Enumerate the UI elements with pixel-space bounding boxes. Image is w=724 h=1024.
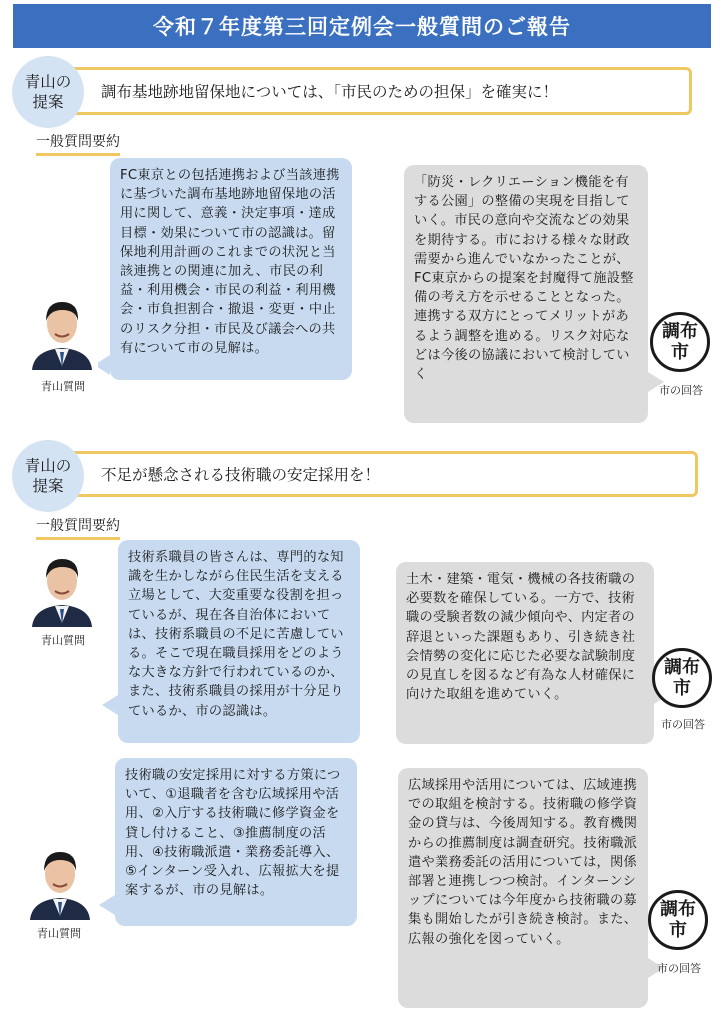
topic-box-2 <box>54 451 698 497</box>
city-stamp-line1: 調布 <box>660 899 696 920</box>
question-text-2: 技術系職員の皆さんは、専門的な知識を生かしながら住民生活を支える立場として、大変重要な役割を担っているが、現在各自治体においては、技術系職員の不足に苦慮している。そこで現在職員採用をどのような大きな方針で行われているのか、また、技術系職員の採用が十分足りているか、市の認識は。 <box>128 550 344 719</box>
avatar <box>26 288 98 370</box>
answer-text-3: 広域採用や活用については、広域連携での取組を検討する。技術職の修学資金の貸与は、今後周知する。教育機関からの推薦制度は調査研究。技術職派遣や業務委託の活用については，関係部署と連携しつつ検討。インターンシップについては今年度から技術職の募集も開始したが引き続き検討。また、広報の強化を図っていく。 <box>408 778 638 947</box>
avatar <box>24 838 96 920</box>
city-stamp-3 <box>648 890 708 950</box>
asker-caption-2: 青山質問 <box>41 634 85 647</box>
question-bubble-tail <box>102 695 118 715</box>
summary-label-1: 一般質問要約 <box>36 131 120 156</box>
question-text-3: 技術職の安定採用に対する方策について、①退職者を含む広域採用や活用、②入庁する技術職に修学資金を貸し付けること、③推薦制度の活用、④技術職派遣・業務委託導入、⑤インターン受入れ、広報拡大を提案するが、市の見解は。 <box>125 768 341 899</box>
city-stamp-2 <box>652 648 712 708</box>
responder-caption-2: 市の回答 <box>661 718 705 731</box>
city-stamp-line2: 市 <box>669 920 687 941</box>
city-stamp-line2: 市 <box>673 678 691 699</box>
question-text-1: FC東京との包括連携および当該連携に基づいた調布基地跡地留保地の活用に関して、意義・決定事項・達成目標・効果について市の認識は。留保地利用計画のこれまでの状況と当該連携との関連に加え、市民の利益・利用機会・市民の利益・利用機会・市負担割合・撤退・変更・中止のリスク分担・市民及び議会への共有について市の見解は。 <box>120 168 340 356</box>
asker-caption-3: 青山質問 <box>37 927 81 940</box>
topic-text-1: 調布基地跡地留保地については、「市民のための担保」を確実に！ <box>101 83 558 101</box>
responder-caption-1: 市の回答 <box>659 384 703 397</box>
asker-caption-1: 青山質問 <box>41 380 85 393</box>
summary-label-2: 一般質問要約 <box>36 515 120 540</box>
person-photo-icon <box>26 288 98 370</box>
person-photo-icon <box>24 838 96 920</box>
avatar <box>26 545 98 627</box>
question-bubble-1 <box>110 158 352 380</box>
proposal-circle-2 <box>12 440 84 512</box>
topic-text-2: 不足が懸念される技術職の安定採用を！ <box>101 466 381 484</box>
responder-caption-3: 市の回答 <box>657 962 701 975</box>
city-stamp-line1: 調布 <box>664 657 700 678</box>
answer-bubble-3 <box>398 768 648 1008</box>
city-stamp-line1: 調布 <box>662 321 698 342</box>
topic-box-1 <box>54 67 692 115</box>
answer-text-2: 土木・建築・電気・機械の各技術職の必要数を確保している。一方で、技術職の受験者数の減少傾向や、内定者の辞退といった課題もあり、引き続き社会情勢の変化に応じた必要な試験制度の見直しを図るなど有為な人材確保に向けた取組を進めていく。 <box>406 572 636 703</box>
proposal-circle-line1: 青山の <box>24 73 72 91</box>
city-stamp-line2: 市 <box>671 342 689 363</box>
city-stamp-1 <box>650 312 710 372</box>
question-bubble-tail <box>99 895 115 915</box>
person-photo-icon <box>26 545 98 627</box>
page-title: 令和７年度第三回定例会一般質問のご報告 <box>153 15 571 39</box>
answer-text-1: 「防災・レクリエーション機能を有する公園」の整備の実現を目指していく。市民の意向や交流などの効果を期待する。市における様々な財政需要から進んでいなかったことが、FC東京からの提案を封魔得て施設整備の考え方を示せることとなった。連携する双方にとってメリットがあるよう調整を進める。リスク対応などは今後の協議において検討していく <box>414 175 634 383</box>
question-bubble-2 <box>118 540 360 743</box>
question-bubble-3 <box>115 758 357 926</box>
proposal-circle-1 <box>12 56 84 128</box>
proposal-circle-line1: 青山の <box>24 457 72 475</box>
page-title-banner <box>13 4 711 48</box>
answer-bubble-1 <box>404 165 648 423</box>
proposal-circle-line2: 提案 <box>32 477 64 495</box>
proposal-circle-line2: 提案 <box>32 93 64 111</box>
answer-bubble-2 <box>396 562 654 744</box>
